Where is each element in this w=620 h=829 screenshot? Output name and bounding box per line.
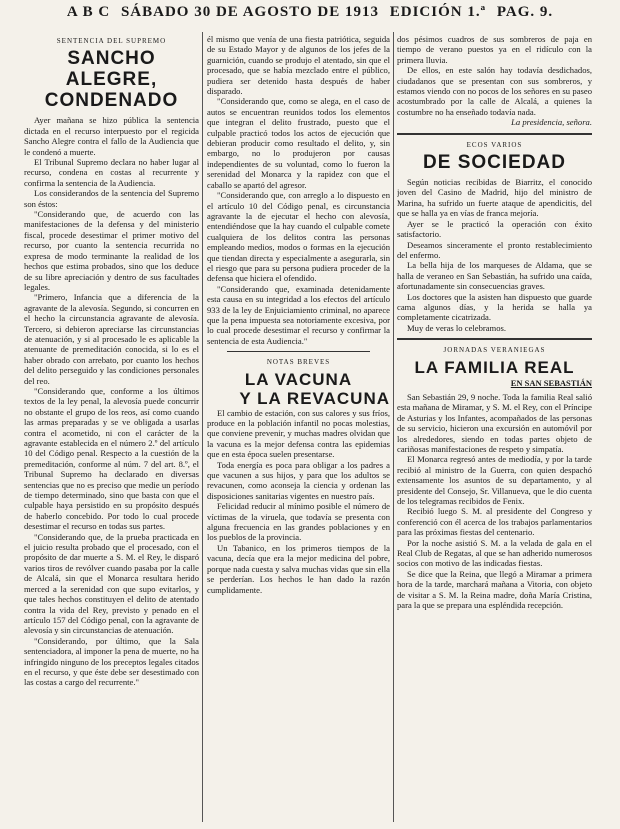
article-kicker: ECOS VARIOS bbox=[466, 140, 523, 149]
paragraph: "Considerando que, con arreglo a lo dispuesto en el artículo 10 del Código penal, es circunstancia agravante la de ejecutar el hecho con alevosía, entendiéndose que la hay cuando el culpable comete cualquiera de los delitos contra las personas empleando medios, modos o formas en la ejecución que tiendan directa y especialmente a asegurarla, sin el riesgo que para su persona pudiera proceder de la defensa que hiciera el ofendido. bbox=[207, 190, 390, 284]
article-title-line: LA VACUNA bbox=[244, 369, 353, 389]
paragraph: "Considerando que, conforme a los últimos textos de la ley penal, la alevosía puede concurrir no obstante el grupo de los reos, así como cuando las armas preparadas y se ve obligada a usarlas contra el acometido, ni con el carácter de la agravante establecida en el número 2.º del artículo 10 del Código penal. Respecto a la cuestión de la premeditación, conforme al núm. 7 del art. 8.º, el Tribunal Supremo ha declarado en diversas sentencias que no es preciso que medie un período de tiempo determinado, sino que basta con que el culpable haya persistido en su propósito después de haberlo concebido. Por todo lo cual procede desestimar el recurso en todas sus partes. bbox=[24, 385, 199, 532]
paragraph: Recibió luego S. M. al presidente del Congreso y conferenció con él acerca de los trabajos parlamentarios para las próximas fiestas del centenario. bbox=[397, 506, 592, 538]
article-title-line: SANCHO ALEGRE, bbox=[65, 48, 158, 91]
paragraph: Un Tabanico, en los primeros tiempos de la vacuna, decía que era la mejor medicina del pobre, porque nada cuesta y salva muchas vidas que sin ella se perderían. Los hechos le han dado la razón cumplidamente. bbox=[207, 542, 390, 595]
paragraph: "Considerando, por último, que la Sala sentenciadora, al imponer la pena de muerte, no ha infringido ninguno de los preceptos legales citados en el recurso, y que éste debe ser desestimado con las costas a cargo del recurrente." bbox=[24, 635, 199, 688]
paragraph: Según noticias recibidas de Biarritz, el conocido joven del Casino de Madrid, hijo del ministro de Marina, ha sufrido un fuerte ataque de apendicitis, del que se halla ya en vías de franca mejoría. bbox=[397, 177, 592, 219]
article-subtitle: EN SAN SEBASTIÁN bbox=[510, 377, 592, 388]
article-title: DE SOCIEDAD bbox=[423, 152, 566, 174]
paragraph: Ayer mañana se hizo pública la sentencia dictada en el recurso interpuesto por el regicida Sancho Alegre contra el fallo de la Audiencia que le condenó a muerte. bbox=[24, 115, 199, 157]
page-header bbox=[18, 4, 602, 26]
issue-date: SÁBADO 30 DE AGOSTO DE 1913 bbox=[120, 4, 379, 20]
column-3 bbox=[397, 34, 592, 824]
paragraph: La bella hija de los marqueses de Aldama, que se halla de veraneo en San Sebastián, ha sufrido una caída, afortunadamente sin consecuencias graves. bbox=[397, 260, 592, 292]
column-1 bbox=[24, 34, 199, 824]
article-title bbox=[24, 48, 199, 111]
paragraph: Se dice que la Reina, que llegó a Miramar a primera hora de la tarde, marchará mañana a Vitoria, con objeto de visitar a S. M. la Reina madre, doña María Cristina, para la que se prepara una espléndida recepción. bbox=[397, 568, 592, 611]
paragraph: El Tribunal Supremo declara no haber lugar al recurso, condena en costas al recurrente y confirma la sentencia de la Audiencia. bbox=[24, 157, 199, 188]
article-kicker: JORNADAS VERANIEGAS bbox=[443, 346, 546, 355]
paragraph: "Considerando que, examinada detenidamente esta causa en su integridad a los efectos del artículo 933 de la ley de Enjuiciamiento criminal, no aparece que la pena impuesta sea notoriamente excesiva, por lo cual procede desestimar el recurso y confirmar la sentencia de esta Audiencia." bbox=[207, 283, 390, 346]
article-title bbox=[207, 370, 390, 408]
article-kicker: NOTAS BREVES bbox=[266, 358, 331, 367]
edition-label: EDICIÓN 1.ª bbox=[389, 4, 487, 20]
column-divider bbox=[202, 32, 203, 822]
paragraph: dos pésimos cuadros de sus sombreros de paja en tiempo de verano puestos ya en el ridículo con la primera lluvia. bbox=[397, 34, 592, 65]
paragraph: Los doctores que la asisten han dispuesto que guarde cama algunos días, y la herida se halla ya completamente cicatrizada. bbox=[397, 291, 592, 323]
paragraph: Felicidad reducir al mínimo posible el número de víctimas de la viruela, que todavía se presenta con alguna frecuencia en las grandes poblaciones y en los pueblos de la provincia. bbox=[207, 501, 390, 543]
paragraph: "Primero, Infancia que a diferencia de la agravante de la alevosía. Segundo, si concurren en el hecho la circunstancia agravante de alevosía. Tercero, si debieron apreciarse las circunstancias de atenuación, y si al procesado le es aplicable la atenuante de premeditación conocida, si lo es el haber obrado con arrebato, por cuanto los hechos del delito perseguido y las condiciones personales del reo. bbox=[24, 292, 199, 386]
paragraph: Muy de veras lo celebramos. bbox=[407, 322, 507, 333]
article-title: LA FAMILIA REAL bbox=[414, 357, 575, 377]
paragraph: él mismo que venía de una fiesta patriótica, seguida de su Estado Mayor y de algunos de los jefes de la guarnición, cuando se produjo el atentado, sin que el procesado, que se había mezclado entre el público, pudiera ser detenido hasta después de haber disparado. bbox=[207, 34, 390, 97]
signature: La presidencia, señora. bbox=[511, 117, 592, 128]
paragraph: Toda energía es poca para obligar a los padres a que vacunen a sus hijos, y para que los adultos se revacunen, como aconseja la ciencia y ordenan las disposiciones sanitarias vigentes en nuestro país. bbox=[207, 459, 390, 501]
paragraph: Deseamos sinceramente el pronto restablecimiento del enfermo. bbox=[397, 239, 592, 260]
article-kicker: SENTENCIA DEL SUPREMO bbox=[56, 37, 167, 45]
publication-name: A B C bbox=[66, 4, 111, 20]
paragraph: El cambio de estación, con sus calores y sus fríos, produce en la población infantil no pocas molestias, que conviene prevenir, y muchas madres olvidan que la vacuna es la mejor defensa contra las epidemias que en esta época suelen presentarse. bbox=[207, 407, 390, 460]
paragraph: De ellos, en este salón hay todavía desdichados, ciudadanos que se presentan con sus sombreros, y estamos viendo con no pocos de los señores en su paseo acostumbrado por la calle de Alcalá, a quienes la costumbre no ha enseñado todavía nada. bbox=[397, 65, 592, 117]
paragraph: Ayer se le practicó la operación con éxito satisfactorio. bbox=[397, 218, 592, 240]
column-2 bbox=[207, 34, 390, 824]
article-title-line: CONDENADO bbox=[44, 90, 179, 112]
column-divider bbox=[393, 32, 394, 822]
article-title-line: Y LA REVACUNA bbox=[239, 388, 390, 408]
section-divider bbox=[227, 351, 370, 352]
section-divider bbox=[397, 338, 592, 340]
section-divider bbox=[397, 133, 592, 135]
paragraph: "Considerando que, de la prueba practicada en el juicio resulta probado que el procesado, con el propósito de dar muerte a S. M. el Rey, le disparó varios tiros de revólver cuando pasaba por la calle de Alcalá, sin que el Monarca resultara herido merced a la serenidad con que supo evitarlos, y que tales hechos constituyen el delito de atentado contra la vida del Rey, previsto y penado en el artículo 157 del Código penal, con la agravante de alevosía y sin circunstancias de atenuación. bbox=[24, 531, 199, 636]
page-number: PAG. 9. bbox=[496, 4, 554, 20]
paragraph: El Monarca regresó antes de mediodía, y por la tarde recibió al ministro de la Guerra, con quien despachó extensamente los asuntos de su departamento, y al presidente del Consejo, Sr. Villanueva, que le dio cuenta de los telegramas recibidos de Fenix. bbox=[397, 454, 592, 507]
paragraph: "Considerando que, de acuerdo con las manifestaciones de la defensa y del ministerio fiscal, procede desestimar el primer motivo del recurso, por cuanto la sentencia recurrida no expresa de modo terminante la realidad de los hechos que estima probados, sino que los deduce de su libre apreciación y dentro de sus facultades legales. bbox=[24, 209, 199, 292]
paragraph: San Sebastián 29, 9 noche. Toda la familia Real salió esta mañana de Miramar, y S. M. el Rey, con el Príncipe de Asturias y los Infantes, acompañados de las personas de su servicio, hicieron una excursión en automóvil por los alrededores, siendo en todas partes objeto de cariñosas manifestaciones de respeto y simpatía. bbox=[397, 391, 592, 454]
paragraph: Los considerandos de la sentencia del Supremo son éstos: bbox=[24, 188, 199, 209]
paragraph: "Considerando que, como se alega, en el caso de autos se encuentran reunidos todos los elementos que integran el delito frustrado, puesto que el culpable practicó todos los actos de ejecución que debieran producir como resultado el delito, y, sin embargo, no lo produjeron por causas independientes de su voluntad, como lo fueron la serenidad del Monarca y la rapidez con que el caballo se apartó del agresor. bbox=[207, 96, 390, 190]
paragraph: Por la noche asistió S. M. a la velada de gala en el Real Club de Regatas, al que se han adherido numerosos socios con motivo de las indicadas fiestas. bbox=[397, 537, 592, 569]
